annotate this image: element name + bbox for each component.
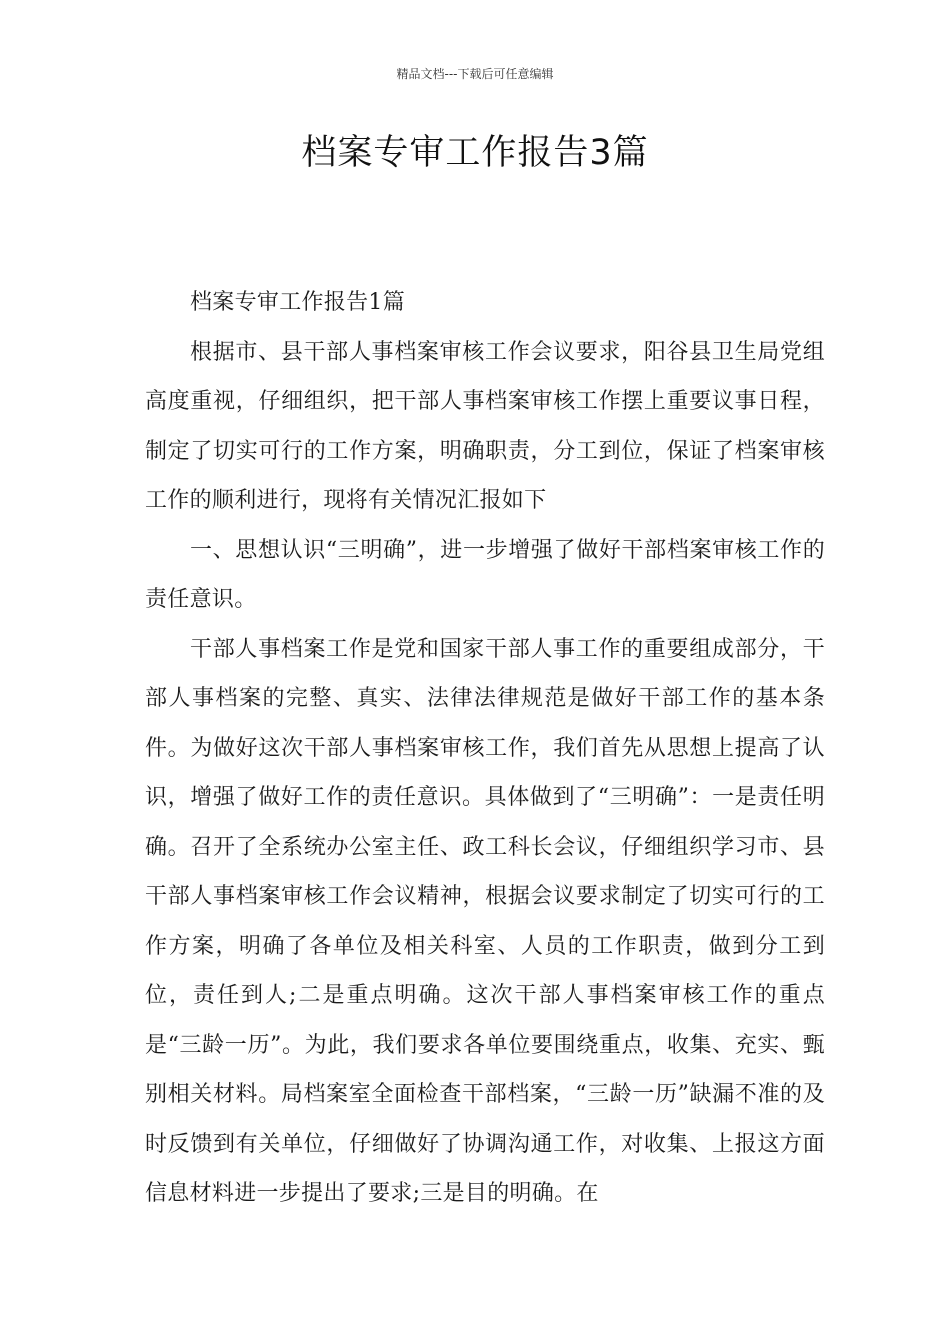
body-paragraph: 干部人事档案工作是党和国家干部人事工作的重要组成部分，干部人事档案的完整、真实、法律法律规范是做好干部工作的基本条件。为做好这次干部人事档案审核工作，我们首先从思想上提高了认识，增强了做好工作的责任意识。具体做到了“三明确”：一是责任明确。召开了全系统办公室主任、政工科长会议，仔细组织学习市、县干部人事档案审核工作会议精神，根据会议要求制定了切实可行的工作方案，明确了各单位及相关科室、人员的工作职责，做到分工到位，责任到人;二是重点明确。这次干部人事档案审核工作的重点是“三龄一历”。为此，我们要求各单位要围绕重点，收集、充实、甄别相关材料。局档案室全面检查干部档案，“三龄一历”缺漏不准的及时反馈到有关单位，仔细做好了协调沟通工作，对收集、上报这方面信息材料进一步提出了要求;三是目的明确。在 xyxy=(145,636,825,1206)
body-paragraph: 根据市、县干部人事档案审核工作会议要求，阳谷县卫生局党组高度重视，仔细组织，把干部人事档案审核工作摆上重要议事日程，制定了切实可行的工作方案，明确职责，分工到位，保证了档案审核工作的顺利进行，现将有关情况汇报如下 xyxy=(145,339,825,513)
page-header-note: 精品文档---下载后可任意编辑 xyxy=(396,67,554,81)
document-body xyxy=(145,278,825,1219)
subtitle-paragraph: 档案专审工作报告1篇 xyxy=(190,290,405,315)
section-heading-paragraph: 一、思想认识“三明确”，进一步增强了做好干部档案审核工作的责任意识。 xyxy=(145,537,825,612)
document-title: 档案专审工作报告3篇 xyxy=(301,133,649,173)
